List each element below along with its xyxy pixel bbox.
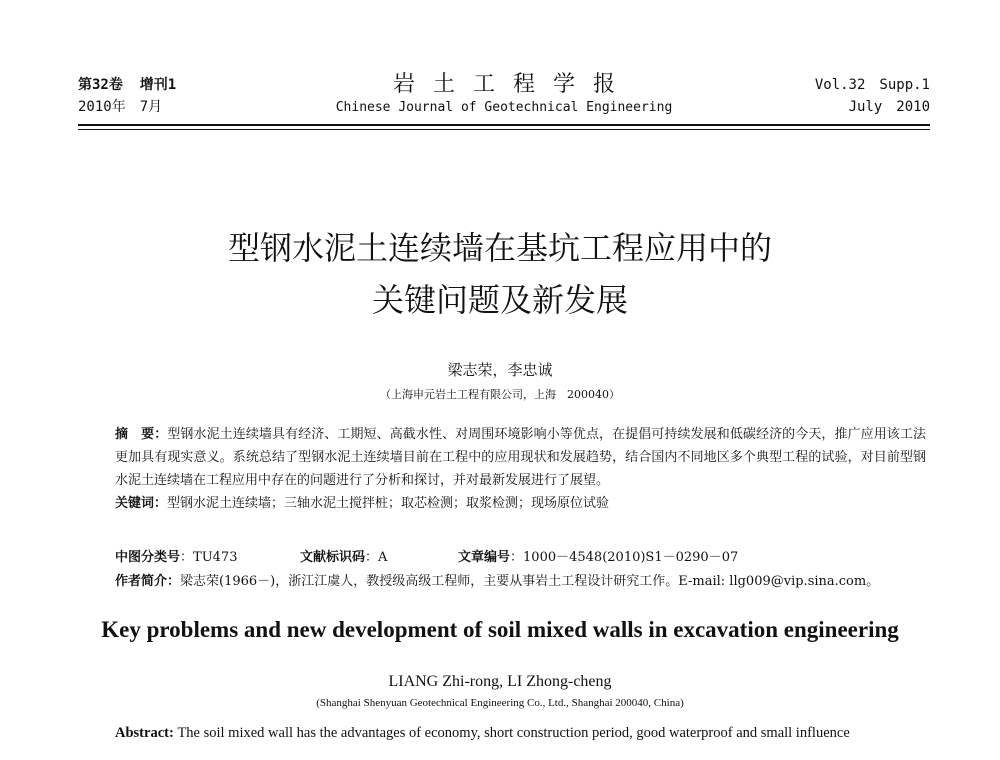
header-rule-thick — [78, 124, 930, 126]
author-bio-text: 梁志荣(1966－)，浙江江虞人，教授级高级工程师，主要从事岩土工程设计研究工作。E-mail: llg009@vip.sina.com。 — [180, 574, 880, 589]
volume: 第32卷 — [78, 77, 123, 93]
abstract-cn-label: 摘 要 — [115, 427, 155, 442]
article-no-label: 文章编号 — [458, 550, 511, 565]
header-center — [78, 74, 930, 120]
header-rule-thin — [78, 129, 930, 130]
authors-cn: 梁志荣，李忠诚 — [447, 361, 553, 379]
keywords-cn-text: 型钢水泥土连续墙；三轴水泥土搅拌桩；取芯检测；取浆检测；现场原位试验 — [167, 496, 610, 511]
year-month: 2010年 7月 — [78, 99, 163, 115]
affiliation-en: (Shanghai Shenyuan Geotechnical Engineering Co., Ltd., Shanghai 200040, China) — [316, 697, 684, 709]
title-cn-line2: 关键问题及新发展 — [371, 281, 628, 319]
authors-en: LIANG Zhi-rong, LI Zhong-cheng — [388, 673, 612, 690]
date-en: July 2010 — [848, 99, 930, 115]
article-no-value: 1000－4548(2010)S1－0290－07 — [523, 550, 739, 565]
clc-label: 中图分类号 — [115, 550, 181, 565]
volume-en: Vol.32 Supp.1 — [814, 77, 930, 93]
paper-title-en: Key problems and new development of soil mixed walls in excavation engineering — [101, 617, 899, 642]
doc-code-label: 文献标识码 — [300, 550, 366, 565]
journal-name-en: Chinese Journal of Geotechnical Engineering — [335, 100, 673, 115]
title-cn-line1: 型钢水泥土连续墙在基坑工程应用中的 — [227, 229, 772, 267]
keywords-cn: 关键词：型钢水泥土连续墙；三轴水泥土搅拌桩；取芯检测；取浆检测；现场原位试验 — [115, 496, 610, 511]
journal-name-cn: 岩土工程学报 — [392, 72, 633, 97]
supplement: 增刊1 — [139, 77, 177, 93]
abstract-en-text: The soil mixed wall has the advantages of economy, short construction period, good waterproof and small influence — [177, 725, 850, 741]
abstract-en: Abstract: The soil mixed wall has the advantages of economy, short construction period, good waterproof and small influence — [115, 725, 850, 741]
header-right — [815, 74, 930, 118]
author-bio-label: 作者简介 — [115, 574, 168, 589]
clc-value: TU473 — [193, 550, 238, 565]
keywords-cn-label: 关键词 — [115, 496, 155, 511]
paper-title-cn — [0, 222, 1000, 326]
doc-code-value: A — [378, 550, 388, 565]
abstract-en-label: Abstract — [115, 725, 169, 741]
abstract-cn-text: 型钢水泥土连续墙具有经济、工期短、高截水性、对周围环境影响小等优点，在提倡可持续发展和低碳经济的今天，推广应用该工法更加具有现实意义。系统总结了型钢水泥土连续墙目前在工程中的应用现状和发展趋势，结合国内不同地区多个典型工程的试验，对目前型钢水泥土连续墙在工程应用中存在的问题进行了分析和探讨，并对最新发展进行了展望。 — [115, 427, 926, 488]
affiliation-cn: （上海申元岩土工程有限公司，上海 200040） — [380, 388, 620, 401]
author-bio: 作者简介：梁志荣(1966－)，浙江江虞人，教授级高级工程师，主要从事岩土工程设计研究工作。E-mail: llg009@vip.sina.com。 — [115, 574, 880, 589]
classification-line: 中图分类号：TU473 文献标识码：A 文章编号：1000－4548(2010)S1－0290－07 — [115, 546, 940, 565]
abstract-cn: 摘 要：型钢水泥土连续墙具有经济、工期短、高截水性、对周围环境影响小等优点，在提倡可持续发展和低碳经济的今天，推广应用该工法更加具有现实意义。系统总结了型钢水泥土连续墙目前在工程中的应用现状和发展趋势，结合国内不同地区多个典型工程的试验，对目前型钢水泥土连续墙在工程应用中存在的问题进行了分析和探讨，并对最新发展进行了展望。 关键词：型钢水泥土连续墙；三轴水泥土搅拌桩；取芯检测；取浆检测；现场原位试验 — [115, 423, 926, 515]
